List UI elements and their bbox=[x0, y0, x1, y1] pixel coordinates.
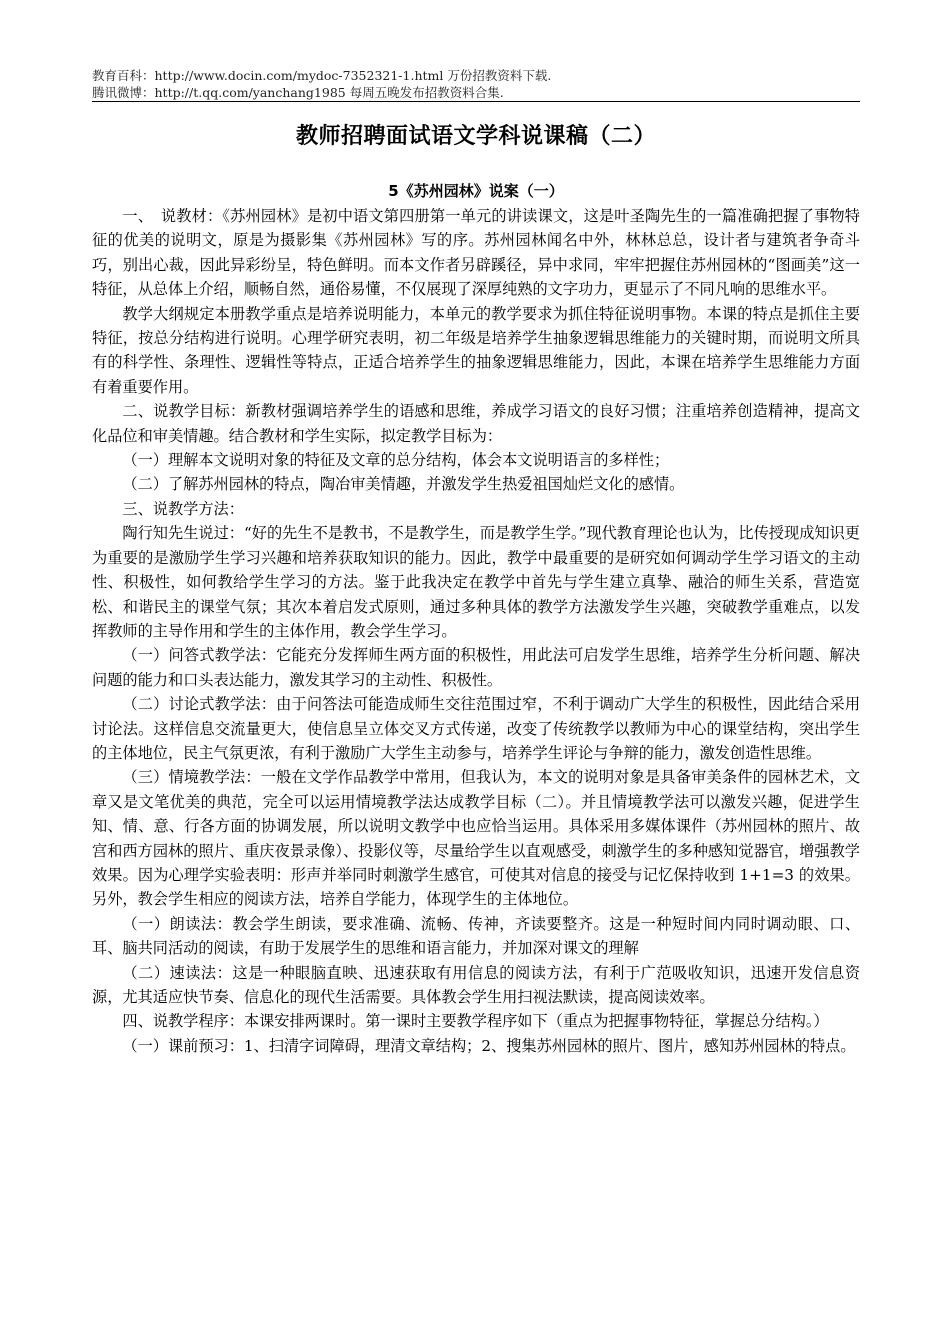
paragraph: 教学大纲规定本册教学重点是培养说明能力，本单元的教学要求为抓住特征说明事物。本课的特点是抓住主要特征，按总分结构进行说明。心理学研究表明，初二年级是培养学生抽象逻辑思维能力的关键时期，而说明文所具有的科学性、条理性、逻辑性等特点，正适合培养学生的抽象逻辑思维能力，因此，本课在培养学生思维能力方面有着重要作用。 bbox=[92, 304, 860, 396]
header-line-2: 腾讯微博：http://t.qq.com/yanchang1985 每周五晚发布招教资料合集. bbox=[92, 85, 504, 100]
paragraph: （一）朗读法：教会学生朗读，要求准确、流畅、传神，齐读要整齐。这是一种短时间内同时调动眼、口、耳、脑共同活动的阅读，有助于发展学生的思维和语言能力，并加深对课文的理解 bbox=[92, 914, 860, 958]
paragraph: 陶行知先生说过：“好的先生不是教书，不是教学生，而是教学生学。”现代教育理论也认为，比传授现成知识更为重要的是激励学生学习兴趣和培养获取知识的能力。因此，教学中最重要的是研究如何调动学生学习语文的主动性、积极性，如何教给学生学习的方法。鉴于此我决定在教学中首先与学生建立真挚、融洽的师生关系，营造宽松、和谐民主的课堂气氛；其次本着启发式原则，通过多种具体的教学方法激发学生兴趣，突破教学重难点，以发挥教师的主导作用和学生的主体作用，教会学生学习。 bbox=[92, 524, 860, 640]
paragraph: （二）了解苏州园林的特点，陶冶审美情趣，并激发学生热爱祖国灿烂文化的感情。 bbox=[122, 475, 685, 494]
page-header bbox=[92, 67, 860, 101]
paragraph: （一）课前预习：1、扫清字词障碍，理清文章结构；2、搜集苏州园林的照片、图片，感知苏州园林的特点。 bbox=[122, 1036, 856, 1055]
paragraph: （三）情境教学法：一般在文学作品教学中常用，但我认为，本文的说明对象是具备审美条件的园林艺术，文章又是文笔优美的典范，完全可以运用情境教学法达成教学目标（二）。并且情境教学法可以激发兴趣，促进学生知、情、意、行各方面的协调发展，所以说明文教学中也应恰当运用。具体采用多媒体课件（苏州园林的照片、故宫和西方园林的照片、重庆夜景录像）、投影仪等，尽量给学生以直观感受，刺激学生的多种感知觉器官，增强教学效果。因为心理学实验表明：形声并举同时刺激学生感官，可使其对信息的接受与记忆保持收到 1+1=3 的效果。另外，教会学生相应的阅读方法，培养自学能力，体现学生的主体地位。 bbox=[92, 768, 860, 909]
paragraph: （一）理解本文说明对象的特征及文章的总分结构，体会本文说明语言的多样性； bbox=[122, 451, 670, 470]
paragraph: 二、说教学目标：新教材强调培养学生的语感和思维，养成学习语文的良好习惯；注重培养创造精神，提高文化品位和审美情趣。结合教材和学生实际，拟定教学目标为： bbox=[92, 402, 860, 445]
paragraph: 四、说教学程序：本课安排两课时。第一课时主要教学程序如下（重点为把握事物特征，掌握总分结构。） bbox=[122, 1012, 829, 1031]
paragraph: 三、说教学方法： bbox=[122, 499, 244, 518]
paragraph: （二）速读法：这是一种眼脑直映、迅速获取有用信息的阅读方法，有利于广范吸收知识，迅速开发信息资源，尤其适应快节奏、信息化的现代生活需要。具体教会学生用扫视法默读，提高阅读效率。 bbox=[92, 963, 860, 1006]
paragraph: （二）讨论式教学法：由于问答法可能造成师生交往范围过窄，不利于调动广大学生的积极性，因此结合采用讨论法。这样信息交流量更大，使信息呈立体交叉方式传递，改变了传统教学以教师为中心的课堂结构，突出学生的主体地位，民主气氛更浓，有利于激励广大学生主动参与，培养学生评论与争辩的能力，激发创造性思维。 bbox=[92, 695, 860, 762]
paragraph: 一、 说教材：《苏州园林》是初中语文第四册第一单元的讲读课文，这是叶圣陶先生的一篇准确把握了事物特征的优美的说明文，原是为摄影集《苏州园林》写的序。苏州园林闻名中外，林林总总，设计者与建筑者争奇斗巧，别出心裁，因此异彩纷呈，特色鲜明。而本文作者另辟蹊径，异中求同，牢牢把握住苏州园林的“图画美”这一特征，从总体上介绍，顺畅自然，通俗易懂，不仅展现了深厚纯熟的文字功力，更显示了不同凡响的思维水平。 bbox=[92, 207, 860, 299]
paragraph: （一）问答式教学法：它能充分发挥师生两方面的积极性，用此法可启发学生思维，培养学生分析问题、解决问题的能力和口头表达能力，激发其学习的主动性、积极性。 bbox=[92, 646, 860, 689]
header-line-1: 教育百科：http://www.docin.com/mydoc-7352321-1.html 万份招教资料下载. bbox=[92, 68, 552, 83]
document-title: 教师招聘面试语文学科说课稿（二） bbox=[295, 124, 656, 149]
header-divider bbox=[92, 101, 860, 102]
document-body bbox=[92, 204, 860, 1058]
document-subtitle: 5《苏州园林》说案（一） bbox=[388, 182, 564, 200]
